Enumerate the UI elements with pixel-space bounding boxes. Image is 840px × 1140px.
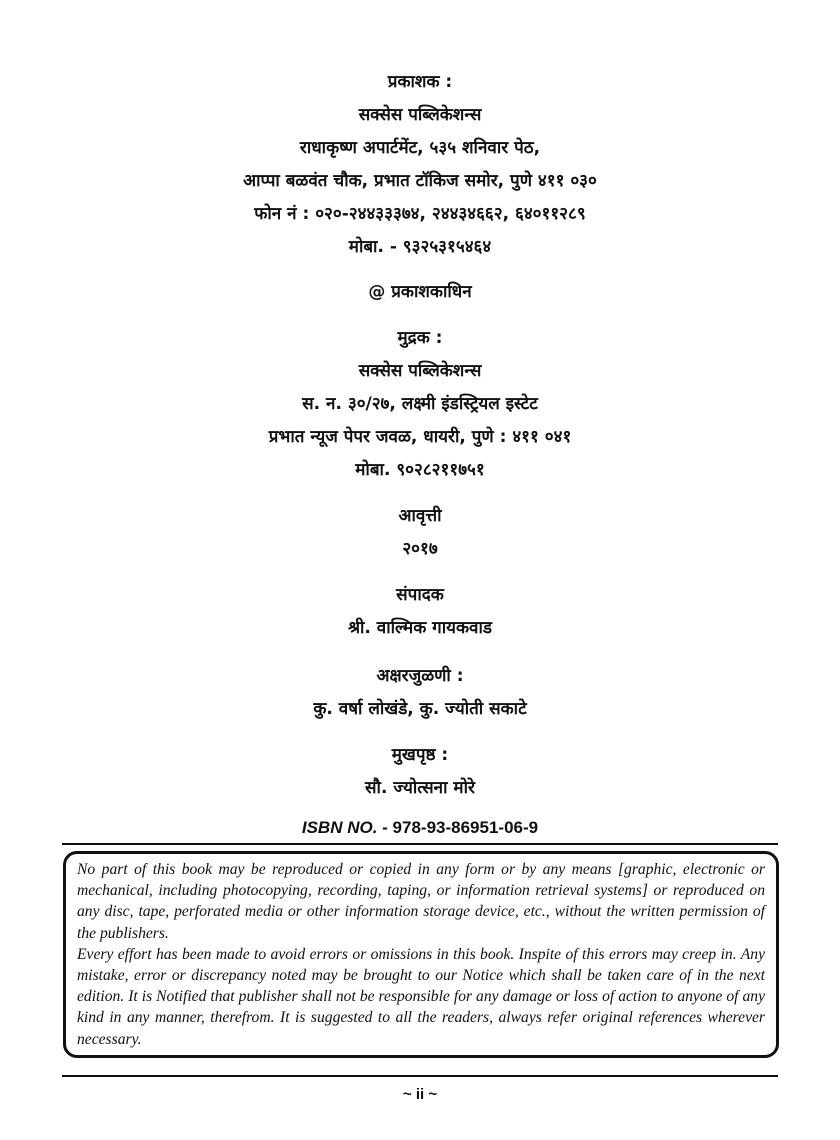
printer-mobile: मोबा. ९०२८२११७५१ xyxy=(355,460,485,480)
isbn-line xyxy=(0,818,840,838)
printer-section xyxy=(0,322,840,487)
page-number: ~ ii ~ xyxy=(402,1086,438,1103)
copyright-section xyxy=(0,276,840,309)
publisher-label: प्रकाशक : xyxy=(387,72,453,92)
cover-label: मुखपृष्ठ : xyxy=(391,745,449,765)
notice-paragraph-1: No part of this book may be reproduced or copied in any form or by any means [graphic, electronic or mechanical, including photocopying, recording, taping, or information retrieval systems] or reproduced on any disc, tape, perforated media or other information storage device, etc., without the written permission of the publishers. xyxy=(77,861,765,942)
editor-section xyxy=(0,579,840,645)
top-divider xyxy=(62,843,778,845)
typesetting-label: अक्षरजुळणी : xyxy=(376,666,464,686)
editor-name: श्री. वाल्मिक गायकवाड xyxy=(347,618,493,638)
cover-designer-name: सौ. ज्योत्सना मोरे xyxy=(365,778,475,798)
edition-section xyxy=(0,500,840,566)
publisher-phone: फोन नं : ०२०-२४४३३३७४, २४४३४६६२, ६४०११२८९ xyxy=(254,204,586,224)
bottom-divider xyxy=(62,1075,778,1077)
edition-year: २०१७ xyxy=(402,539,438,559)
notice-paragraph-2: Every effort has been made to avoid errors or omissions in this book. Inspite of this errors may creep in. Any mistake, error or discrepancy noted may be brought to our Notice which shall be taken care of in the next edition. It is Notified that publisher shall not be responsible for any damage or loss of action to anyone of any kind in any manner, therefrom. It is suggested to all the readers, always refer original references wherever necessary. xyxy=(77,945,765,1048)
typesetting-names: कु. वर्षा लोखंडे, कु. ज्योती सकाटे xyxy=(313,699,527,719)
editor-label: संपादक xyxy=(396,585,444,605)
copyright-notice-box xyxy=(63,851,779,1058)
typesetting-section xyxy=(0,660,840,726)
publisher-section xyxy=(0,66,840,264)
printer-address-line2: प्रभात न्यूज पेपर जवळ, धायरी, पुणे : ४११ ०४१ xyxy=(268,427,572,447)
cover-section xyxy=(0,739,840,805)
publisher-address-line2: आप्पा बळवंत चौक, प्रभात टॉकिज समोर, पुणे ४११ ०३० xyxy=(243,171,597,191)
publisher-address-line1: राधाकृष्ण अपार्टमेंट, ५३५ शनिवार पेठ, xyxy=(299,138,541,158)
printer-label: मुद्रक : xyxy=(397,328,443,348)
isbn-label: ISBN NO. xyxy=(301,818,378,837)
copyright-notice: @ प्रकाशकाधिन xyxy=(368,282,472,302)
printer-name: सक्सेस पब्लिकेशन्स xyxy=(358,361,482,381)
publisher-mobile: मोबा. - ९३२५३१५४६४ xyxy=(348,237,492,257)
edition-label: आवृत्ती xyxy=(398,506,442,526)
isbn-value: - 978-93-86951-06-9 xyxy=(382,818,539,837)
publisher-name: सक्सेस पब्लिकेशन्स xyxy=(358,105,482,125)
printer-address-line1: स. न. ३०/२७, लक्ष्मी इंडस्ट्रियल इस्टेट xyxy=(302,394,538,414)
